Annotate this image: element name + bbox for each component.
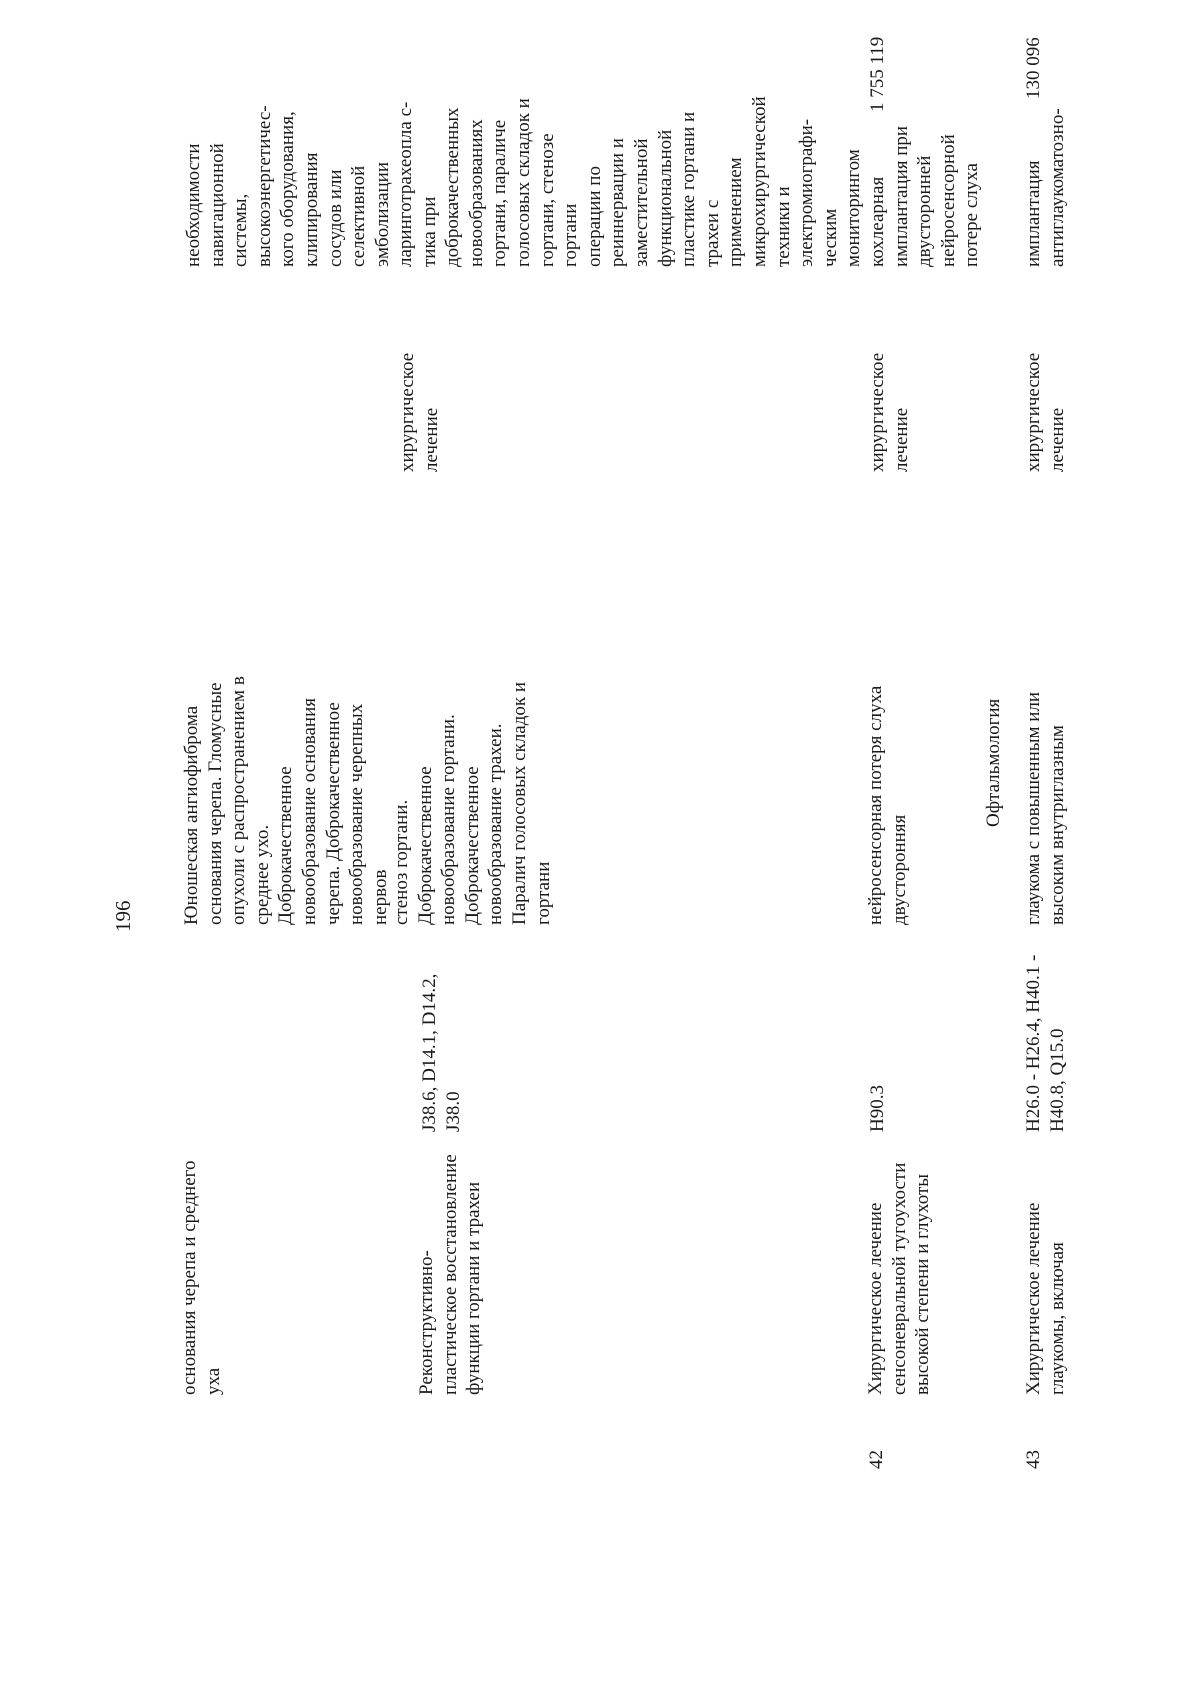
row-42-method-line: нейросенсорной [937,134,959,267]
row-42-diagnosis-line: нейросенсорная потеря слуха [865,685,886,925]
larynx-method-line: голосовых складок и [512,98,534,267]
row-43-method-line: имплантация [1023,160,1044,267]
row-42-method-line: кохлеарная [867,176,888,267]
larynx-method-line: гортани, стенозе [536,133,558,267]
row-42-treatment-line: хирургическое [867,352,888,472]
row-43-diagnosis-line: высоким внутриглазным [1046,725,1068,925]
larynx-method-line: ческим [819,208,841,267]
cont-name-line: основания черепа и среднего [179,1160,200,1395]
cont-diagnosis-line: черепа. Доброкачественное [322,702,344,925]
row-42-name-cell [864,1163,935,1395]
larynx-codes-line: J38.0 [442,1091,464,1132]
row-42-treatment-cell [866,353,913,472]
row-42-codes-line: H90.3 [867,1085,888,1132]
larynx-name-line: Реконструктивно- [416,1250,437,1395]
larynx-diagnosis-line: стеноз гортани. [391,799,412,925]
cont-name-cell [178,1161,225,1395]
cont-method-line: навигационной [206,143,228,267]
row-42-diagnosis-cell [864,686,911,925]
larynx-method-line: заместительной [630,138,652,267]
row-42-method-cell [866,126,984,267]
larynx-diagnosis-line: Доброкачественное [461,766,483,925]
row-43-codes-cell [1022,955,1069,1132]
row-43-name-line: глаукомы, включая [1046,1242,1068,1395]
cont-method-line: системы, [230,193,252,267]
row-42-method-line: имплантация при [890,125,912,267]
larynx-diagnosis-line: новообразование трахеи. [485,723,507,925]
row-43-number: 43 [1023,1450,1044,1469]
larynx-method-line: ларинготрахеопла с- [395,101,416,267]
row-42-name-line: сенсоневральной тугоухости [888,1162,910,1395]
larynx-name-cell [415,1154,486,1395]
row-43-treatment-line: лечение [1046,407,1068,472]
larynx-codes-cell [418,974,465,1132]
row-43-treatment-cell [1022,353,1069,472]
larynx-method-line: доброкачественных [442,107,464,267]
row-43-diagnosis-line: глаукома с повышенным или [1023,691,1044,925]
larynx-method-line: функциональной [654,129,676,267]
cont-diagnosis-line: нервов [369,869,391,925]
larynx-name-line: пластическое восстановление [439,1154,461,1395]
cont-method-line: высокоэнергетичес- [253,105,275,267]
row-42-codes-cell [866,1085,890,1132]
page-number: 196 [111,900,135,932]
row-42-method-line: потере слуха [961,163,983,267]
row-42-name-line: Хирургическое лечение [865,1202,886,1395]
row-42-method-line: двусторонней [914,155,936,267]
cont-diagnosis-line: Доброкачественное [275,766,297,925]
cont-diagnosis-cell [180,676,392,925]
larynx-codes-line: J38.6, D14.1, D14.2, [419,973,440,1132]
row-42-name-line: высокой степени и глухоты [912,1173,934,1395]
larynx-method-line: новообразованиях [465,119,487,267]
larynx-method-line: трахеи с [701,199,723,267]
cont-method-line: клипирования [300,152,322,267]
larynx-method-line: операции по [583,166,605,267]
larynx-method-line: мониторингом [843,149,865,267]
cont-diagnosis-line: новообразование черепных [346,703,368,925]
row-43-name-line: Хирургическое лечение [1023,1202,1044,1395]
row-42-treatment-line: лечение [890,407,912,472]
larynx-method-line: реиннервации и [607,138,629,267]
larynx-method-line: гортани [560,203,582,267]
larynx-method-line: пластике гортани и [678,111,700,267]
larynx-method-line: тика при [418,196,440,267]
larynx-method-line: техники и [772,186,794,267]
larynx-name-line: функции гортани и трахеи [463,1181,485,1395]
row-43-codes-line: H26.0 - H26.4, H40.1 - [1023,954,1044,1132]
larynx-diagnosis-line: гортани [532,861,554,925]
row-43-treatment-line: хирургическое [1023,352,1044,472]
row-43-diagnosis-cell [1022,692,1069,925]
row-43-method-line: антиглаукоматозно- [1046,108,1068,267]
larynx-treatment-line: лечение [420,407,442,472]
larynx-method-line: микрохирургической [748,96,770,267]
row-43-name-cell [1022,1203,1069,1395]
larynx-method-line: электромиографи- [796,118,818,267]
cont-method-line: эмболизации [371,161,393,267]
cont-diagnosis-line: основания черепа. Гломусные [204,682,226,925]
larynx-method-cell [394,96,866,267]
cont-diagnosis-line: новообразование основания [298,698,320,925]
cont-diagnosis-line: среднее ухо. [251,824,273,925]
row-43-cost: 130 096 [1023,37,1044,99]
larynx-method-line: гортани, параличе [489,119,511,267]
row-42-cost: 1 755 119 [867,36,888,112]
larynx-treatment-line: хирургическое [397,352,418,472]
cont-method-line: необходимости [183,143,204,267]
row-43-codes-line: H40.8, Q15.0 [1046,1028,1068,1132]
cont-diagnosis-line: опухоли с распространением в [228,676,250,925]
cont-method-line: сосудов или [324,169,346,267]
cont-method-cell [182,105,394,267]
larynx-diagnosis-line: Доброкачественное [414,766,436,925]
section-title-ophthalmology: Офтальмология [983,698,1004,827]
cont-diagnosis-line: Юношеская ангиофиброма [181,705,202,925]
cont-method-line: селективной [348,165,370,267]
row-43-method-cell [1022,108,1069,267]
larynx-treatment-cell [396,353,443,472]
larynx-diagnosis-line: Паралич голосовых складок и [508,681,530,925]
row-42-number: 42 [866,1450,887,1469]
larynx-diagnosis-line: новообразование гортани. [438,714,460,925]
cont-name-line: уха [202,1367,224,1395]
larynx-diagnosis-cell [390,682,555,925]
cont-method-line: кого оборудования, [277,111,299,267]
row-42-diagnosis-line: двусторонняя [888,814,910,925]
larynx-method-line: применением [725,157,747,267]
